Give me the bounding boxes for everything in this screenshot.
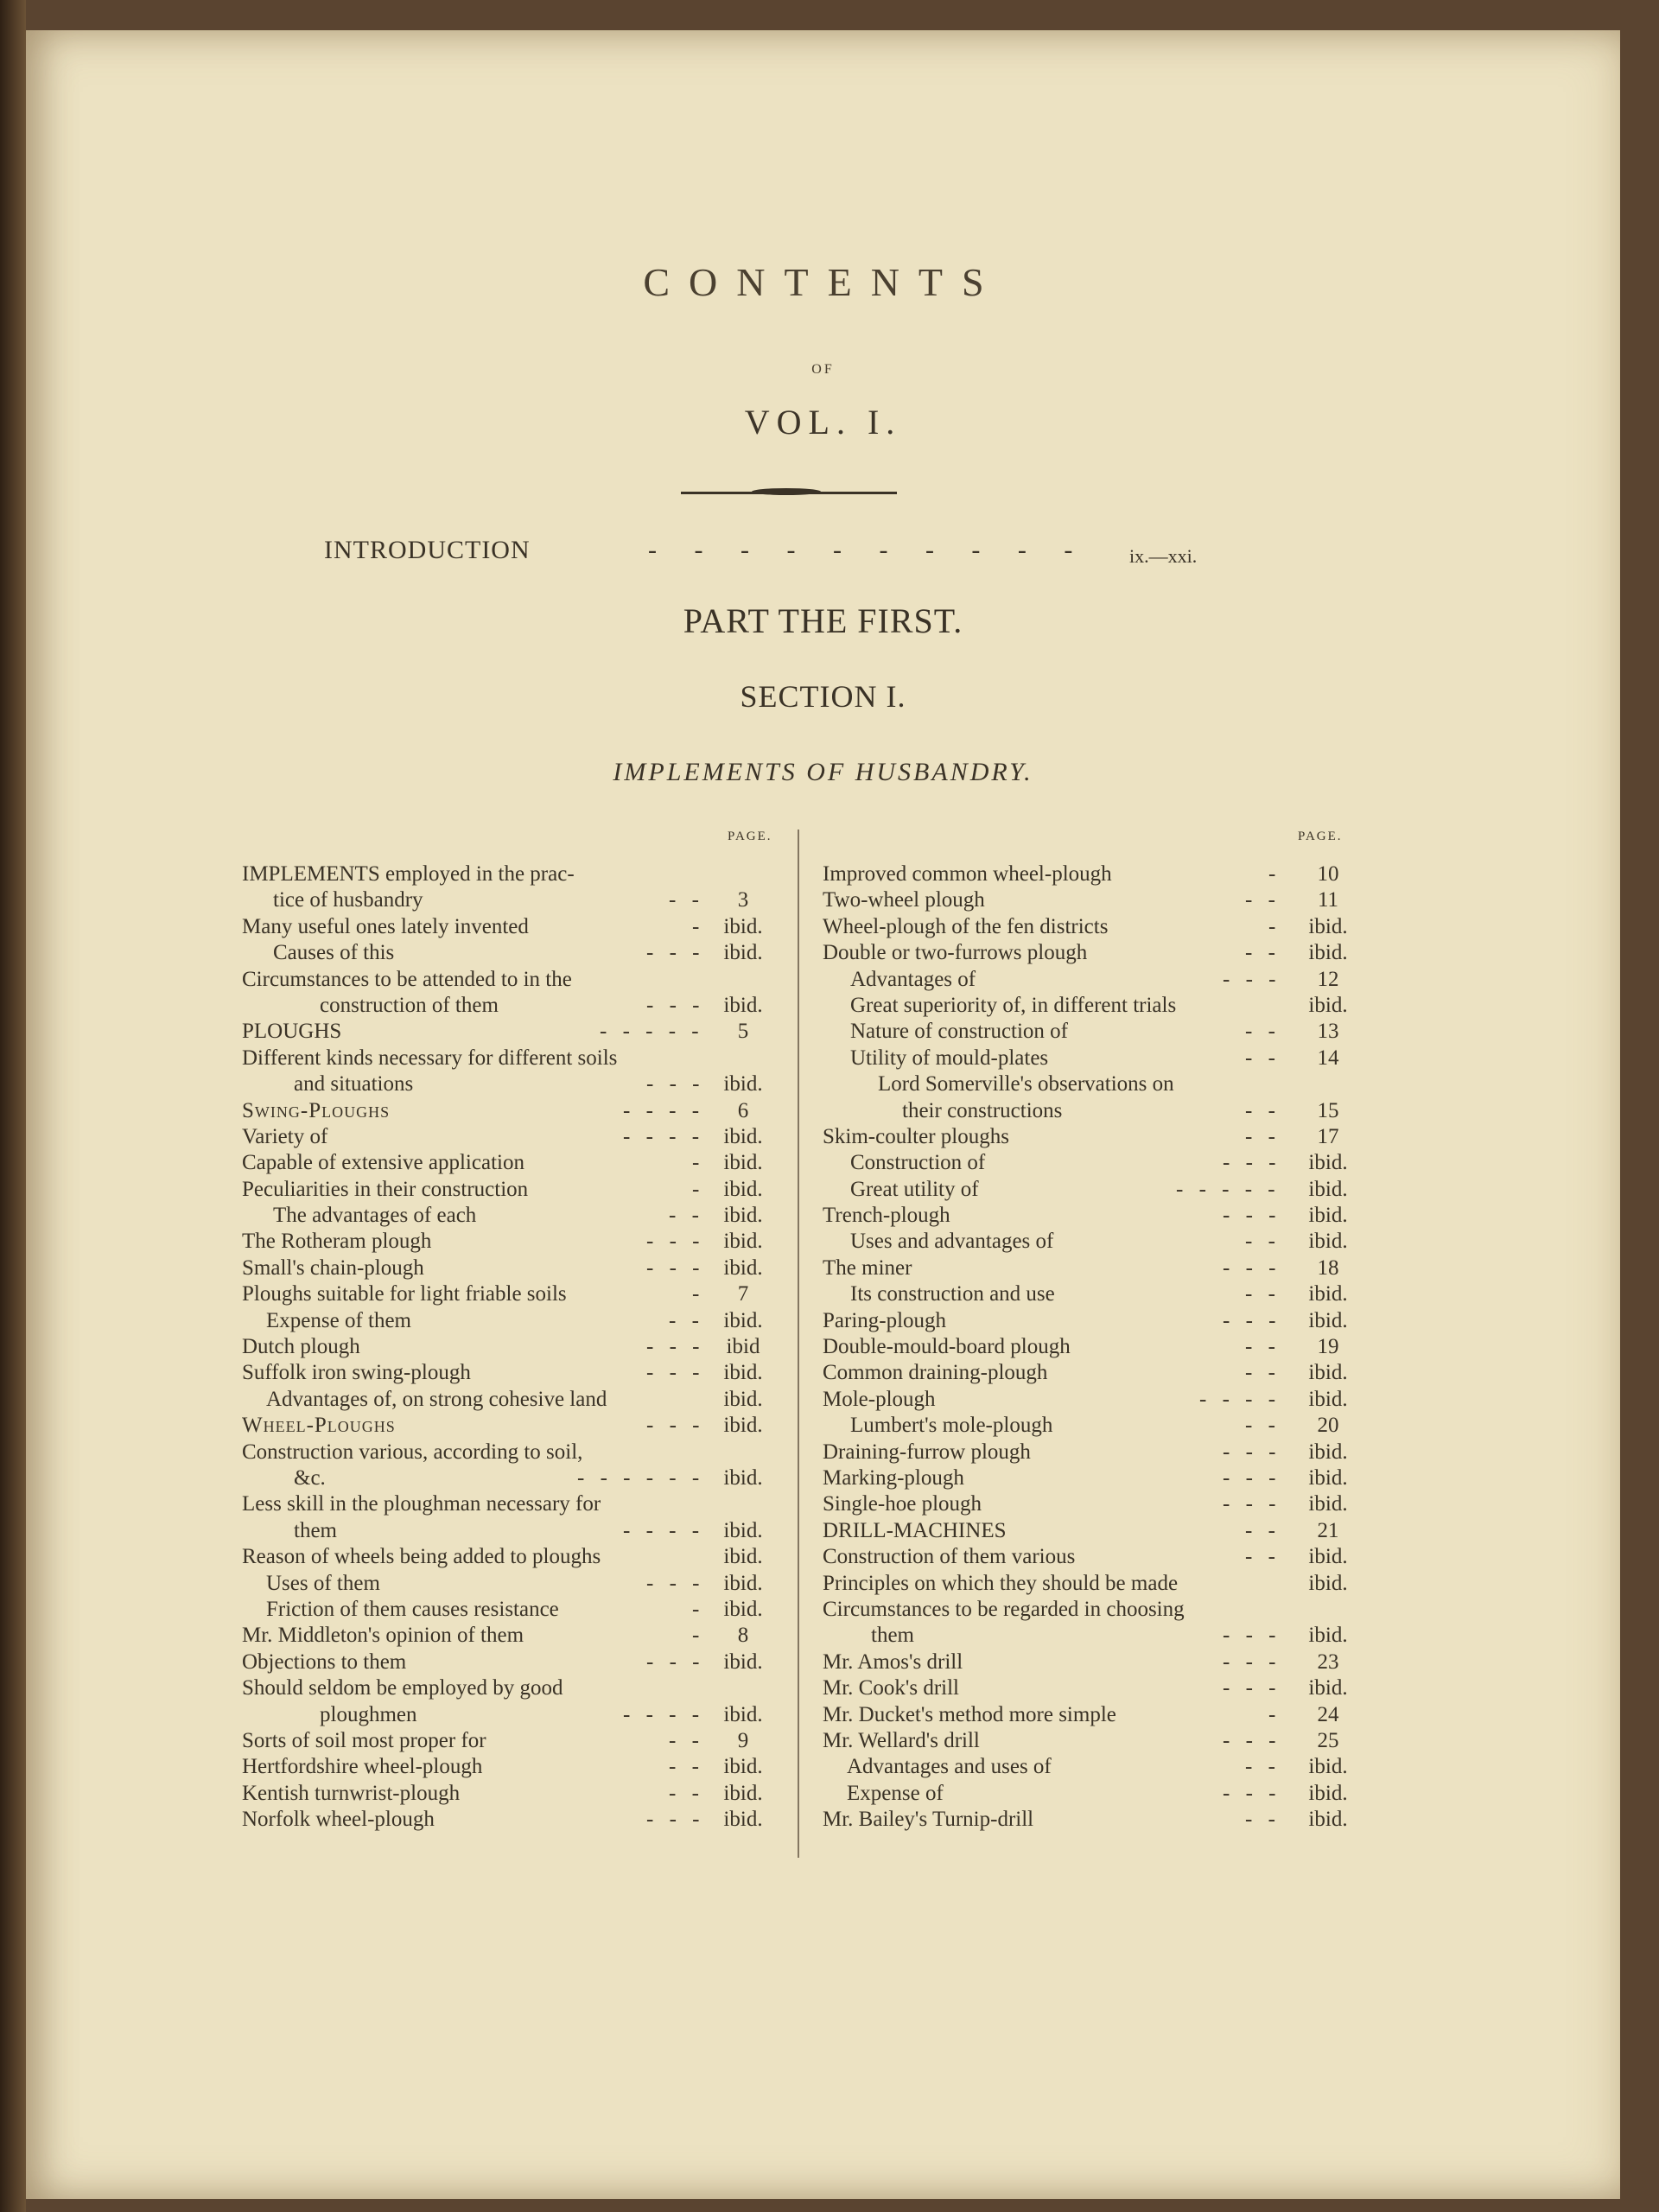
entry-page: ibid.	[723, 993, 763, 1017]
entry-title: Peculiarities in their construction	[242, 1177, 529, 1201]
entry-title: Mr. Middleton's opinion of them	[242, 1624, 524, 1648]
entry-page: ibid.	[1308, 1465, 1348, 1490]
entry-page: ibid.	[1308, 1755, 1348, 1779]
contents-entry	[242, 1387, 786, 1413]
entry-page: ibid.	[723, 1151, 763, 1175]
entry-title: The miner	[823, 1255, 912, 1280]
contents-entry	[242, 887, 786, 913]
contents-entry	[242, 1781, 786, 1807]
contents-entry	[242, 967, 786, 993]
contents-entry	[823, 1754, 1363, 1780]
contents-entry	[242, 914, 786, 940]
entry-title: Great superiority of, in different trials	[850, 993, 1177, 1017]
entry-page: ibid.	[723, 1308, 763, 1332]
entry-page: ibid.	[1308, 1361, 1348, 1385]
contents-entry	[242, 1308, 786, 1334]
entry-page: ibid	[726, 1335, 760, 1359]
entry-leader: - -	[669, 1728, 704, 1752]
entry-page: ibid.	[723, 914, 763, 938]
entry-title: Single-hoe plough	[823, 1492, 982, 1516]
entry-title: Expense of them	[266, 1308, 412, 1332]
contents-entry	[242, 1571, 786, 1597]
entry-leader: -	[692, 1597, 705, 1621]
entry-title: their constructions	[902, 1098, 1063, 1122]
entry-page: ibid.	[723, 1649, 763, 1674]
entry-page: ibid.	[1308, 914, 1348, 938]
entry-title: Different kinds necessary for different soils	[242, 1046, 618, 1070]
entry-leader: - - - -	[623, 1518, 705, 1542]
contents-entry	[823, 1413, 1363, 1439]
entry-leader: - -	[1245, 1414, 1281, 1438]
entry-page: ibid.	[1308, 941, 1348, 965]
contents-entry	[242, 1150, 786, 1176]
book-gutter	[0, 0, 26, 2212]
entry-page: ibid.	[723, 1518, 763, 1542]
contents-entry	[823, 1203, 1363, 1229]
entry-leader: - - - -	[1199, 1387, 1281, 1411]
entry-page: ibid.	[723, 1414, 763, 1438]
entry-title: them	[871, 1624, 914, 1648]
entry-leader: - - -	[646, 1255, 705, 1280]
contents-entry	[823, 1229, 1363, 1255]
contents-entry	[823, 1019, 1363, 1045]
entry-page: 17	[1317, 1124, 1339, 1148]
entry-leader: - -	[669, 1755, 704, 1779]
entry-page: 21	[1317, 1518, 1339, 1542]
contents-entry	[242, 1177, 786, 1203]
entry-title: Mr. Cook's drill	[823, 1676, 959, 1700]
entry-leader: - - -	[1223, 1728, 1281, 1752]
entry-leader: - -	[669, 1204, 704, 1228]
entry-leader: - -	[1245, 1230, 1281, 1254]
entry-title: Mr. Amos's drill	[823, 1649, 963, 1674]
entry-title: IMPLEMENTS employed in the prac-	[242, 862, 575, 886]
contents-entry	[823, 1728, 1363, 1754]
entry-page: ibid.	[723, 1204, 763, 1228]
entry-title: Double or two-furrows plough	[823, 941, 1088, 965]
entry-page: ibid.	[1308, 1676, 1348, 1700]
entry-title: Uses of them	[266, 1571, 380, 1595]
entry-leader: -	[1268, 914, 1281, 938]
entry-page: 12	[1317, 967, 1339, 991]
entry-page: ibid.	[723, 941, 763, 965]
contents-title: CONTENTS	[643, 260, 1003, 304]
entry-leader: - -	[1245, 1808, 1281, 1832]
entry-title: Causes of this	[273, 941, 395, 965]
entry-title: Draining-furrow plough	[823, 1440, 1031, 1464]
contents-entry	[823, 1623, 1363, 1649]
contents-entry	[242, 1544, 786, 1570]
introduction-page: ix.—xxi.	[1129, 545, 1198, 567]
contents-entry	[242, 1281, 786, 1307]
contents-entry	[242, 1255, 786, 1281]
entry-title: Principles on which they should be made	[823, 1571, 1179, 1595]
entry-leader: - - -	[1223, 1781, 1281, 1805]
contents-entry	[823, 1046, 1363, 1071]
entry-page: ibid.	[1308, 1781, 1348, 1805]
entry-title: Many useful ones lately invented	[242, 914, 529, 938]
entry-page: ibid.	[723, 1755, 763, 1779]
entry-leader: - -	[669, 1781, 704, 1805]
entry-page: 6	[737, 1098, 749, 1122]
entry-title: Utility of mould-plates	[850, 1046, 1049, 1070]
entry-page: ibid.	[723, 1387, 763, 1411]
of-label: OF	[811, 362, 835, 377]
entry-page: 25	[1317, 1728, 1339, 1752]
entry-title: Hertfordshire wheel-plough	[242, 1755, 483, 1779]
entry-leader: - - -	[1223, 1465, 1281, 1490]
entry-page: 13	[1317, 1020, 1339, 1044]
entry-page: ibid.	[723, 1781, 763, 1805]
entry-title: them	[294, 1518, 337, 1542]
entry-page: ibid.	[1308, 1571, 1348, 1595]
entry-title: Swing-Ploughs	[242, 1098, 391, 1122]
entry-title: Double-mould-board plough	[823, 1335, 1071, 1359]
contents-entry	[242, 1754, 786, 1780]
entry-title: Advantages and uses of	[847, 1755, 1052, 1779]
entry-page: ibid.	[1308, 1387, 1348, 1411]
entry-leader: - - -	[1223, 1492, 1281, 1516]
entry-leader: - - -	[1223, 1308, 1281, 1332]
entry-page: ibid.	[723, 1702, 763, 1726]
entry-page: ibid.	[723, 1230, 763, 1254]
contents-entry	[823, 887, 1363, 913]
contents-entry	[823, 1098, 1363, 1124]
entry-page: ibid.	[723, 1072, 763, 1096]
entry-page: ibid.	[723, 1465, 763, 1490]
entry-leader: -	[692, 1177, 705, 1201]
entry-page: ibid.	[1308, 993, 1348, 1017]
entry-leader: - -	[1245, 1124, 1281, 1148]
entry-leader: - -	[1245, 1545, 1281, 1569]
entry-title: Skim-coulter ploughs	[823, 1124, 1009, 1148]
entry-leader: - -	[1245, 1020, 1281, 1044]
entry-page: 10	[1317, 862, 1339, 886]
entry-leader: - - - - -	[600, 1020, 704, 1044]
entry-leader: - -	[1245, 1098, 1281, 1122]
contents-entry	[242, 1098, 786, 1124]
contents-entry	[823, 993, 1363, 1019]
entry-title: Advantages of	[850, 967, 976, 991]
contents-entry	[823, 1675, 1363, 1701]
entry-leader: - - -	[646, 1808, 705, 1832]
entry-title: Reason of wheels being added to ploughs	[242, 1545, 601, 1569]
left-contents-column	[242, 861, 786, 1833]
contents-entry	[823, 967, 1363, 993]
entry-leader: -	[692, 1624, 705, 1648]
entry-leader: - - -	[646, 1072, 705, 1096]
entry-title: Nature of construction of	[850, 1020, 1069, 1044]
entry-title: Common draining-plough	[823, 1361, 1048, 1385]
contents-entry	[823, 1177, 1363, 1203]
contents-entry	[242, 1623, 786, 1649]
entry-leader: - - -	[646, 1230, 705, 1254]
entry-title: Norfolk wheel-plough	[242, 1808, 435, 1832]
entry-title: Suffolk iron swing-plough	[242, 1361, 471, 1385]
contents-entry	[242, 993, 786, 1019]
entry-leader: - - -	[646, 993, 705, 1017]
contents-entry	[242, 861, 786, 887]
entry-title: PLOUGHS	[242, 1020, 342, 1044]
contents-entry	[823, 1071, 1363, 1097]
entry-leader: - - -	[646, 1335, 705, 1359]
entry-leader: - - -	[646, 1649, 705, 1674]
entry-title: Wheel-Ploughs	[242, 1414, 396, 1438]
entry-title: Mr. Ducket's method more simple	[823, 1702, 1116, 1726]
introduction-leader: - - - - - - - - - -	[648, 536, 1089, 564]
entry-leader: - - - -	[623, 1702, 705, 1726]
entry-page: ibid.	[1308, 1308, 1348, 1332]
entry-leader: -	[1268, 1702, 1281, 1726]
entry-leader: - -	[1245, 1755, 1281, 1779]
entry-title: The advantages of each	[273, 1204, 477, 1228]
right-contents-column	[823, 861, 1363, 1833]
contents-entry	[242, 1203, 786, 1229]
entry-title: Construction of them various	[823, 1545, 1076, 1569]
entry-page: ibid.	[723, 1177, 763, 1201]
contents-entry	[242, 1229, 786, 1255]
entry-title: Less skill in the ploughman necessary for	[242, 1492, 601, 1516]
entry-leader: - -	[669, 1308, 704, 1332]
contents-entry	[242, 1702, 786, 1728]
entry-title: Great utility of	[850, 1177, 979, 1201]
entry-title: Ploughs suitable for light friable soils	[242, 1282, 567, 1306]
entry-title: Small's chain-plough	[242, 1255, 424, 1280]
entry-leader: - - - -	[623, 1124, 705, 1148]
entry-page: 20	[1317, 1414, 1339, 1438]
contents-entry	[242, 1465, 786, 1491]
entry-leader: - - - - -	[1176, 1177, 1281, 1201]
entry-page: ibid.	[1308, 1545, 1348, 1569]
entry-title: Uses and advantages of	[850, 1230, 1054, 1254]
entry-page: 5	[737, 1020, 749, 1044]
entry-page: 3	[737, 888, 749, 912]
entry-title: Advantages of, on strong cohesive land	[266, 1387, 607, 1411]
entry-title: Marking-plough	[823, 1465, 964, 1490]
contents-entry	[823, 1544, 1363, 1570]
entry-title: Wheel-plough of the fen districts	[823, 914, 1109, 938]
entry-page: ibid.	[723, 1545, 763, 1569]
contents-entry	[823, 1597, 1363, 1623]
entry-leader: - - -	[1223, 1440, 1281, 1464]
entry-page: ibid.	[723, 1571, 763, 1595]
entry-title: Kentish turnwrist-plough	[242, 1781, 461, 1805]
entry-leader: - - - -	[623, 1098, 705, 1122]
contents-entry	[823, 1807, 1363, 1833]
entry-leader: - -	[1245, 1335, 1281, 1359]
entry-page: ibid.	[1308, 1177, 1348, 1201]
contents-entry	[823, 1255, 1363, 1281]
contents-entry	[823, 1334, 1363, 1360]
entry-leader: - -	[1245, 1361, 1281, 1385]
entry-leader: -	[1268, 862, 1281, 886]
left-page-column-head: PAGE.	[728, 830, 772, 843]
entry-title: Friction of them causes resistance	[266, 1597, 559, 1621]
entry-leader: - -	[1245, 1518, 1281, 1542]
entry-leader: - -	[1245, 888, 1281, 912]
entry-page: ibid.	[1308, 1230, 1348, 1254]
contents-entry	[242, 1440, 786, 1465]
contents-entry	[823, 861, 1363, 887]
entry-title: Circumstances to be regarded in choosing	[823, 1597, 1185, 1621]
contents-entry	[242, 1518, 786, 1544]
contents-entry	[823, 1124, 1363, 1150]
entry-leader: - -	[669, 888, 704, 912]
entry-leader: -	[692, 1282, 705, 1306]
entry-page: 14	[1317, 1046, 1339, 1070]
entry-title: Lord Somerville's observations on	[878, 1072, 1174, 1096]
entry-leader: - - -	[646, 941, 705, 965]
entry-leader: - - -	[1223, 1151, 1281, 1175]
entry-page: 11	[1317, 888, 1339, 912]
contents-entry	[823, 1491, 1363, 1517]
entry-page: ibid.	[1308, 1282, 1348, 1306]
entry-title: Circumstances to be attended to in the	[242, 967, 572, 991]
entry-leader: -	[692, 914, 705, 938]
contents-entry	[242, 1046, 786, 1071]
contents-entry	[242, 1675, 786, 1701]
entry-page: ibid.	[723, 1255, 763, 1280]
volume-label: VOL. I.	[744, 403, 902, 442]
entry-leader: - -	[1245, 1282, 1281, 1306]
entry-title: Dutch plough	[242, 1335, 360, 1359]
contents-entry	[823, 1518, 1363, 1544]
entry-page: ibid.	[723, 1124, 763, 1148]
entry-title: and situations	[294, 1072, 414, 1096]
entry-page: ibid.	[1308, 1808, 1348, 1832]
part-heading: PART THE FIRST.	[683, 601, 963, 640]
entry-page: ibid.	[723, 1808, 763, 1832]
entry-page: 9	[737, 1728, 749, 1752]
entry-leader: - -	[1245, 941, 1281, 965]
right-page-column-head: PAGE.	[1298, 830, 1343, 843]
entry-page: 8	[737, 1624, 749, 1648]
entry-page: 18	[1317, 1255, 1339, 1280]
entry-leader: - - -	[1223, 967, 1281, 991]
entry-title: The Rotheram plough	[242, 1230, 432, 1254]
entry-page: 19	[1317, 1335, 1339, 1359]
entry-title: Mr. Wellard's drill	[823, 1728, 980, 1752]
entry-page: ibid.	[1308, 1624, 1348, 1648]
section-heading: SECTION I.	[740, 679, 906, 714]
entry-title: DRILL-MACHINES	[823, 1518, 1007, 1542]
entry-leader: - - -	[646, 1571, 705, 1595]
entry-title: Construction of	[850, 1151, 986, 1175]
entry-title: ploughmen	[320, 1702, 417, 1726]
contents-entry	[242, 1807, 786, 1833]
ornamental-rule-swell	[752, 488, 821, 495]
entry-title: construction of them	[320, 993, 499, 1017]
entry-leader: - - -	[646, 1414, 705, 1438]
entry-title: Two-wheel plough	[823, 888, 985, 912]
entry-title: Its construction and use	[850, 1282, 1055, 1306]
entry-leader: - - -	[646, 1361, 705, 1385]
contents-entry	[242, 1413, 786, 1439]
entry-page: ibid.	[1308, 1204, 1348, 1228]
entry-leader: - - -	[1223, 1624, 1281, 1648]
entry-title: Trench-plough	[823, 1204, 950, 1228]
contents-entry	[823, 1649, 1363, 1675]
entry-leader: -	[692, 1151, 705, 1175]
contents-entry	[242, 1597, 786, 1623]
entry-leader: - -	[1245, 1046, 1281, 1070]
entry-page: ibid.	[1308, 1440, 1348, 1464]
entry-page: ibid.	[1308, 1151, 1348, 1175]
entry-title: Paring-plough	[823, 1308, 947, 1332]
contents-entry	[823, 1440, 1363, 1465]
subject-heading: IMPLEMENTS OF HUSBANDRY.	[613, 758, 1033, 786]
entry-title: Expense of	[847, 1781, 944, 1805]
entry-leader: - - -	[1223, 1204, 1281, 1228]
contents-entry	[823, 1702, 1363, 1728]
entry-title: Mr. Bailey's Turnip-drill	[823, 1808, 1034, 1832]
entry-page: ibid.	[723, 1597, 763, 1621]
entry-page: ibid.	[723, 1361, 763, 1385]
contents-entry	[823, 1360, 1363, 1386]
contents-entry	[823, 1308, 1363, 1334]
entry-leader: - - -	[1223, 1676, 1281, 1700]
contents-entry	[823, 1465, 1363, 1491]
contents-entry	[242, 1360, 786, 1386]
entry-title: Improved common wheel-plough	[823, 862, 1112, 886]
entry-title: Construction various, according to soil,	[242, 1440, 583, 1464]
contents-entry	[242, 940, 786, 966]
contents-entry	[823, 1781, 1363, 1807]
entry-title: &c.	[294, 1465, 326, 1490]
contents-entry	[823, 1571, 1363, 1597]
book-page	[26, 30, 1620, 2199]
entry-page: 24	[1317, 1702, 1339, 1726]
contents-entry	[242, 1019, 786, 1045]
entry-title: Should seldom be employed by good	[242, 1676, 563, 1700]
column-divider	[798, 830, 799, 1858]
contents-entry	[823, 1387, 1363, 1413]
entry-leader: - - -	[1223, 1649, 1281, 1674]
contents-entry	[242, 1124, 786, 1150]
contents-entry	[823, 1281, 1363, 1307]
contents-entry	[823, 1150, 1363, 1176]
contents-entry	[823, 914, 1363, 940]
contents-entry	[242, 1491, 786, 1517]
entry-title: tice of husbandry	[273, 888, 423, 912]
entry-title: Variety of	[242, 1124, 328, 1148]
entry-title: Objections to them	[242, 1649, 407, 1674]
contents-entry	[242, 1334, 786, 1360]
entry-title: Lumbert's mole-plough	[850, 1414, 1053, 1438]
entry-title: Capable of extensive application	[242, 1151, 524, 1175]
entry-page: 23	[1317, 1649, 1339, 1674]
contents-entry	[242, 1071, 786, 1097]
contents-entry	[242, 1649, 786, 1675]
entry-page: 15	[1317, 1098, 1339, 1122]
introduction-label: INTRODUCTION	[324, 536, 531, 564]
entry-page: ibid.	[1308, 1492, 1348, 1516]
contents-entry	[242, 1728, 786, 1754]
entry-title: Mole-plough	[823, 1387, 936, 1411]
entry-page: 7	[737, 1282, 749, 1306]
entry-leader: - - - - - -	[577, 1465, 705, 1490]
entry-title: Sorts of soil most proper for	[242, 1728, 486, 1752]
entry-leader: - - -	[1223, 1255, 1281, 1280]
contents-entry	[823, 940, 1363, 966]
